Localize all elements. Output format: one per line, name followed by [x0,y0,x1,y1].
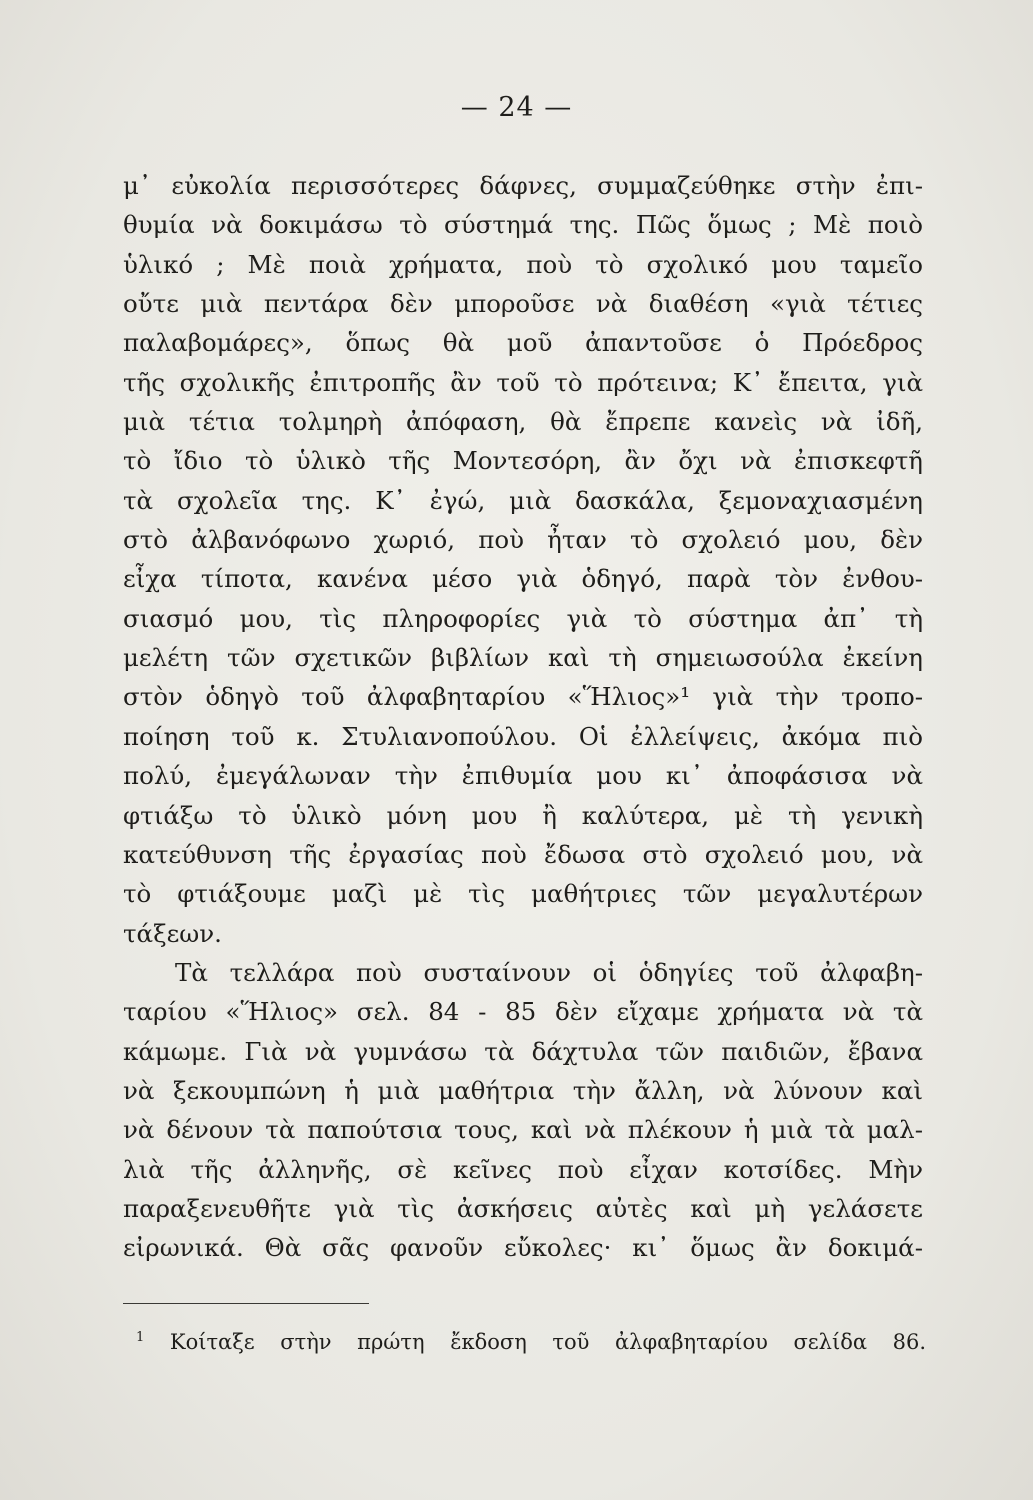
text-line: εἶχα τίποτα, κανένα μέσο γιὰ ὁδηγό, παρὰ τὸν ἐνθου- [123,564,923,594]
text-line: παλαβομάρες», ὅπως θὰ μοῦ ἀπαντοῦσε ὁ Πρόεδρος [123,328,923,358]
page-number: — 24 — [460,92,573,123]
text-line: μ᾿ εὐκολία περισσότερες δάφνες, συμμαζεύθηκε στὴν ἐπι- [123,171,923,200]
text-line: στὸ ἀλβανόφωνο χωριό, ποὺ ἦταν τὸ σχολειό μου, δὲν [123,525,923,555]
text-line: τῆς σχολικῆς ἐπιτροπῆς ἂν τοῦ τὸ πρότεινα; Κ᾿ ἔπειτα, γιὰ [123,367,923,397]
text-line: πολύ, ἐμεγάλωναν τὴν ἐπιθυμία μου κι᾿ ἀποφάσισα νὰ [123,761,923,791]
text-line: παραξενευθῆτε γιὰ τὶς ἀσκήσεις αὐτὲς καὶ μὴ γελάσετε [123,1193,923,1223]
text-line: εἰρωνικά. Θὰ σᾶς φανοῦν εὔκολες· κι᾿ ὅμως ἂν δοκιμά- [123,1233,923,1263]
text-line: νὰ δένουν τὰ παπούτσια τους, καὶ νὰ πλέκουν ἡ μιὰ τὰ μαλ- [123,1115,923,1145]
text-line: θυμία νὰ δοκιμάσω τὸ σύστημά της. Πῶς ὅμως ; Μὲ ποιὸ [123,210,923,240]
text-line: τὸ φτιάξουμε μαζὶ μὲ τὶς μαθήτριες τῶν μεγαλυτέρων [123,879,923,909]
footnote-text: Κοίταξε στὴν πρώτη ἔκδοση τοῦ ἀλφαβηταρίου σελίδα 86. [169,1330,927,1354]
body-text [123,166,923,1268]
text-line: κατεύθυνση τῆς ἐργασίας ποὺ ἔδωσα στὸ σχολειό μου, νὰ [123,839,923,869]
footnote-divider [123,1303,369,1304]
text-line: ποίηση τοῦ κ. Στυλιανοπούλου. Οἱ ἐλλείψεις, ἀκόμα πιὸ [123,721,923,751]
text-line: λιὰ τῆς ἀλληνῆς, σὲ κεῖνες ποὺ εἶχαν κοτσίδες. Μὴν [123,1154,923,1184]
text-line: ὑλικό ; Μὲ ποιὰ χρήματα, ποὺ τὸ σχολικό μου ταμεῖο [123,249,923,279]
text-line: τὰ σχολεῖα της. Κ᾿ ἐγώ, μιὰ δασκάλα, ξεμοναχιασμένη [123,485,923,515]
text-line: κάμωμε. Γιὰ νὰ γυμνάσω τὰ δάχτυλα τῶν παιδιῶν, ἔβανα [123,1036,923,1066]
text-line-paragraph-end: τάξεων. [123,918,222,948]
footnote [136,1330,926,1354]
text-line: ταρίου «Ἥλιος» σελ. 84 - 85 δὲν εἴχαμε χρήματα νὰ τὰ [123,997,923,1027]
text-line: τὸ ἴδιο τὸ ὑλικὸ τῆς Μοντεσόρη, ἂν ὄχι νὰ ἐπισκεφτῆ [123,446,923,476]
text-line: νὰ ξεκουμπώνη ἡ μιὰ μαθήτρια τὴν ἄλλη, νὰ λύνουν καὶ [123,1075,923,1105]
text-line-paragraph-start: Τὰ τελλάρα ποὺ συσταίνουν οἱ ὁδηγίες τοῦ ἀλφαβη- [175,957,923,987]
text-line: μελέτη τῶν σχετικῶν βιβλίων καὶ τὴ σημειωσούλα ἐκείνη [123,643,923,673]
footnote-marker: 1 [136,1330,145,1345]
text-line: οὔτε μιὰ πεντάρα δὲν μποροῦσε νὰ διαθέση «γιὰ τέτιες [123,289,923,319]
text-line: φτιάξω τὸ ὑλικὸ μόνη μου ἢ καλύτερα, μὲ τὴ γενικὴ [123,800,923,830]
text-line: μιὰ τέτια τολμηρὴ ἀπόφαση, θὰ ἔπρεπε κανεὶς νὰ ἰδῆ, [123,407,923,437]
text-line: στὸν ὁδηγὸ τοῦ ἀλφαβηταρίου «Ἥλιος»¹ γιὰ τὴν τροπο- [123,682,923,712]
text-line: σιασμό μου, τὶς πληροφορίες γιὰ τὸ σύστημα ἀπ᾿ τὴ [123,603,923,633]
